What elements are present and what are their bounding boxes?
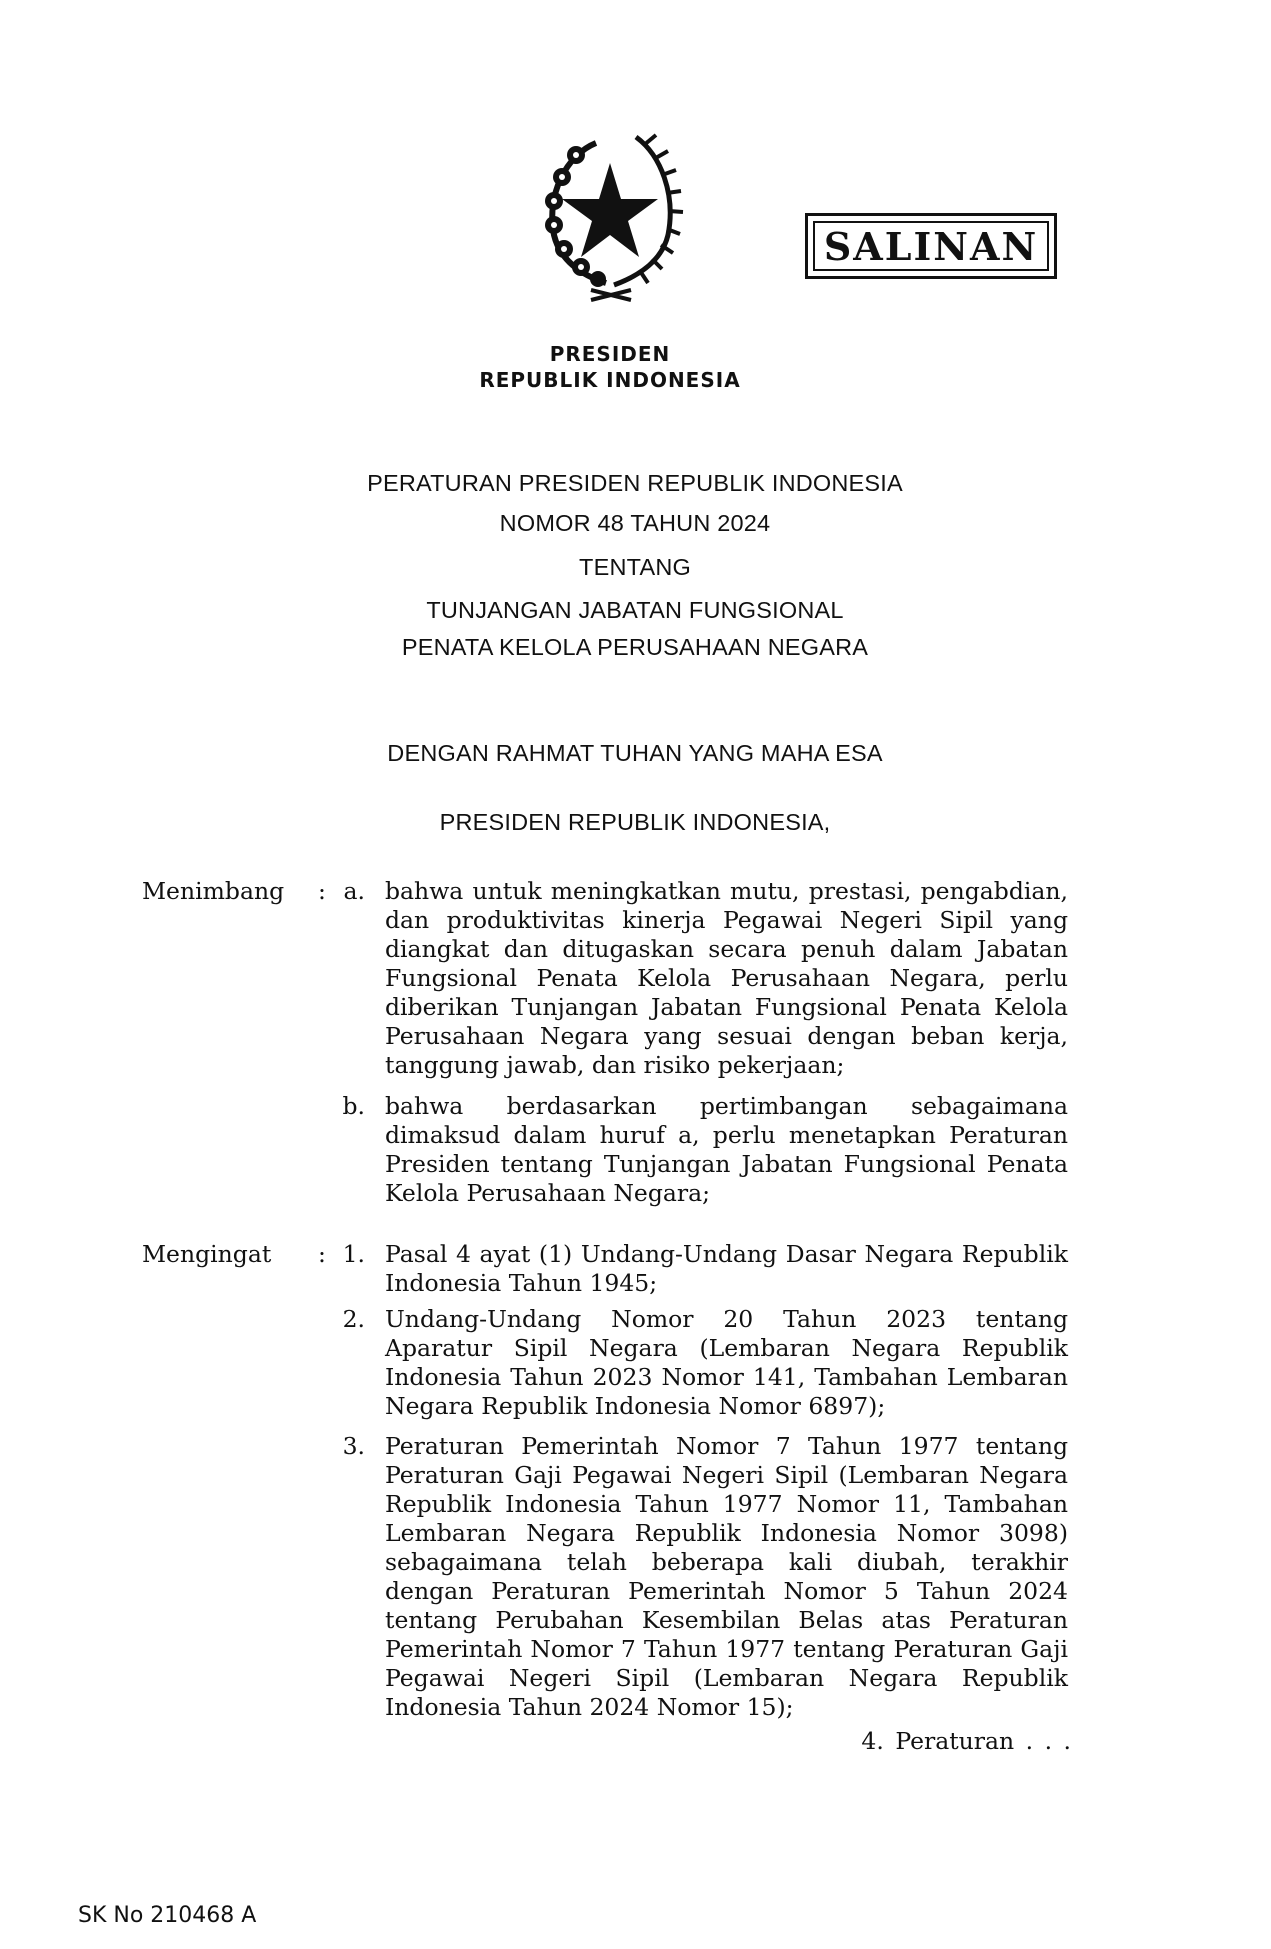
title-number: NOMOR 48 TAHUN 2024 — [499, 510, 771, 536]
mengingat-label: Mengingat — [142, 1240, 272, 1268]
salinan-stamp-text: SALINAN — [813, 221, 1049, 271]
mengingat-item-1-marker: 1. — [342, 1240, 365, 1268]
title-regulation: PERATURAN PRESIDEN REPUBLIK INDONESIA — [367, 470, 903, 496]
mengingat-colon: : — [318, 1240, 326, 1268]
mengingat-item-3-text: Peraturan Pemerintah Nomor 7 Tahun 1977 tentang Peraturan Gaji Pegawai Negeri Sipil (Lembaran Negara Republik Indonesia Tahun 1977 Nomor 11, Tambahan Lembaran Negara Republik Indonesia Nomor 3098) sebagaimana telah beberapa kali diubah, terakhir dengan Peraturan Pemerintah Nomor 5 Tahun 2024 tentang Perubahan Kesembilan Belas atas Peraturan Pemerintah Nomor 7 Tahun 1977 tentang Peraturan Gaji Pegawai Negeri Sipil (Lembaran Negara Republik Indonesia Tahun 2024 Nomor 15); — [385, 1432, 1068, 1721]
issuer-line-presiden: PRESIDEN — [549, 342, 671, 366]
next-page-catchword: 4. Peraturan . . . — [861, 1727, 1071, 1755]
enacting-authority: PRESIDEN REPUBLIK INDONESIA, — [439, 809, 831, 835]
menimbang-label: Menimbang — [142, 877, 285, 905]
menimbang-item-a-marker: a. — [343, 877, 365, 905]
title-subject-1: TUNJANGAN JABATAN FUNGSIONAL — [426, 597, 844, 623]
menimbang-item-a-text: bahwa untuk meningkatkan mutu, prestasi, pengabdian, dan produktivitas kinerja Pegawai Negeri Sipil yang diangkat dan ditugaskan secara penuh dalam Jabatan Fungsional Penata Kelola Perusahaan Negara, perlu diberikan Tunjangan Jabatan Fungsional Penata Kelola Perusahaan Negara yang sesuai dengan beban kerja, tanggung jawab, dan risiko pekerjaan; — [385, 877, 1068, 1079]
sk-number: SK No 210468 A — [78, 1903, 257, 1928]
title-subject-2: PENATA KELOLA PERUSAHAAN NEGARA — [401, 634, 869, 660]
menimbang-colon: : — [318, 877, 326, 905]
menimbang-item-b-marker: b. — [342, 1092, 365, 1120]
menimbang-item-b-text: bahwa berdasarkan pertimbangan sebagaimana dimaksud dalam huruf a, perlu menetapkan Peraturan Presiden tentang Tunjangan Jabatan Fungsional Penata Kelola Perusahaan Negara; — [385, 1092, 1068, 1207]
presidential-emblem-icon — [536, 125, 684, 310]
issuer-line-republik: REPUBLIK INDONESIA — [479, 368, 741, 392]
mengingat-item-2-text: Undang-Undang Nomor 20 Tahun 2023 tentang Aparatur Sipil Negara (Lembaran Negara Republik Indonesia Tahun 2023 Nomor 141, Tambahan Lembaran Negara Republik Indonesia Nomor 6897); — [385, 1305, 1068, 1420]
mengingat-item-2-marker: 2. — [342, 1305, 365, 1333]
invocation: DENGAN RAHMAT TUHAN YANG MAHA ESA — [387, 740, 883, 766]
salinan-stamp — [805, 213, 1057, 279]
title-tentang: TENTANG — [579, 554, 691, 580]
mengingat-item-3-marker: 3. — [342, 1432, 365, 1460]
mengingat-item-1-text: Pasal 4 ayat (1) Undang-Undang Dasar Negara Republik Indonesia Tahun 1945; — [385, 1240, 1068, 1297]
